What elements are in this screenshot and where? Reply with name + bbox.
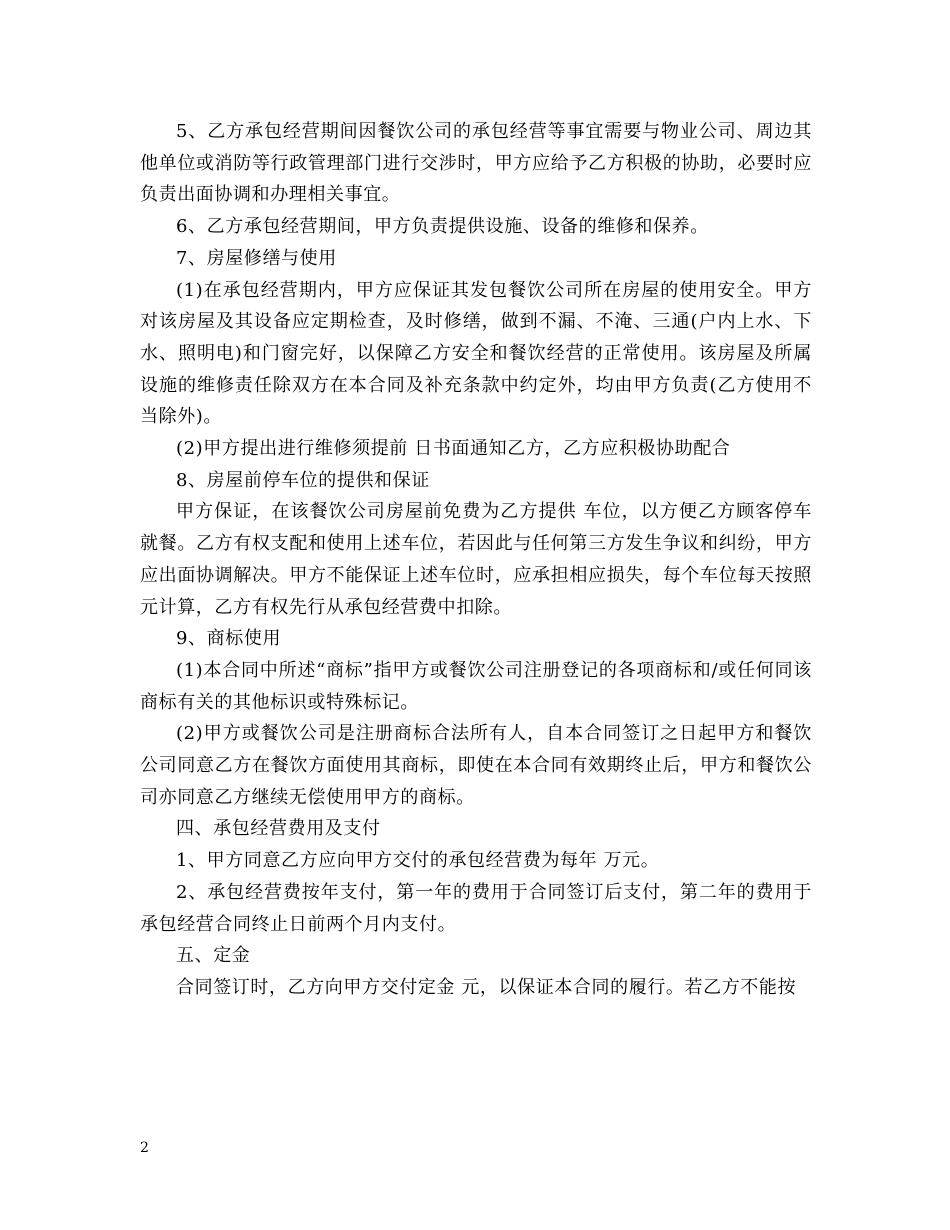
- heading-7-house-repair: 7、房屋修缮与使用: [176, 247, 337, 269]
- paragraph-5-property-coordination: 5、乙方承包经营期间因餐饮公司的承包经营等事宜需要与物业公司、周边其他单位或消防等行政管理部门进行交涉时，甲方应给予乙方积极的协助，必要时应负责出面协调和办理相关事宜。: [140, 121, 812, 206]
- paragraph-5-deposit: 合同签订时，乙方向甲方交付定金 元，以保证本合同的履行。若乙方不能按: [176, 976, 797, 998]
- paragraph-9-2-trademark-use: (2)甲方或餐饮公司是注册商标合法所有人，自本合同签订之日起甲方和餐饮公司同意乙方在餐饮方面使用其商标，即使在本合同有效期终止后，甲方和餐饮公司亦同意乙方继续无偿使用甲方的商标。: [140, 723, 812, 808]
- paragraph-9-1-trademark-definition: (1)本合同中所述“商标”指甲方或餐饮公司注册登记的各项商标和/或任何同该商标有关的其他标识或特殊标记。: [140, 659, 812, 713]
- section-5-heading-deposit: 五、定金: [176, 945, 251, 967]
- page-number: 2: [140, 1140, 149, 1156]
- paragraph-6-facility-maintenance: 6、乙方承包经营期间，甲方负责提供设施、设备的维修和保养。: [176, 216, 709, 238]
- section-4-heading-fees: 四、承包经营费用及支付: [176, 818, 381, 840]
- paragraph-4-1-annual-fee: 1、甲方同意乙方应向甲方交付的承包经营费为每年 万元。: [176, 850, 660, 872]
- paragraph-8-parking-guarantee: 甲方保证，在该餐饮公司房屋前免费为乙方提供 车位，以方便乙方顾客停车就餐。乙方有权支配和使用上述车位，若因此与任何第三方发生争议和纠纷，甲方应出面协调解决。甲方不能保证上述车位时，应承担相应损失，每个车位每天按照元计算，乙方有权先行从承包经营费中扣除。: [140, 501, 812, 618]
- paragraph-7-2-repair-notice: (2)甲方提出进行维修须提前 日书面通知乙方，乙方应积极协助配合: [176, 438, 731, 460]
- paragraph-7-1-house-safety: (1)在承包经营期内，甲方应保证其发包餐饮公司所在房屋的使用安全。甲方对该房屋及其设备应定期检查，及时修缮，做到不漏、不淹、三通(户内上水、下水、照明电)和门窗完好，以保障乙方安全和餐饮经营的正常使用。该房屋及所属设施的维修责任除双方在本合同及补充条款中约定外，均由甲方负责(乙方使用不当除外)。: [140, 279, 812, 428]
- document-body: [140, 116, 812, 1004]
- paragraph-4-2-payment-schedule: 2、承包经营费按年支付，第一年的费用于合同签订后支付，第二年的费用于承包经营合同终止日前两个月内支付。: [140, 881, 812, 935]
- heading-9-trademark: 9、商标使用: [176, 628, 282, 650]
- heading-8-parking: 8、房屋前停车位的提供和保证: [176, 469, 430, 491]
